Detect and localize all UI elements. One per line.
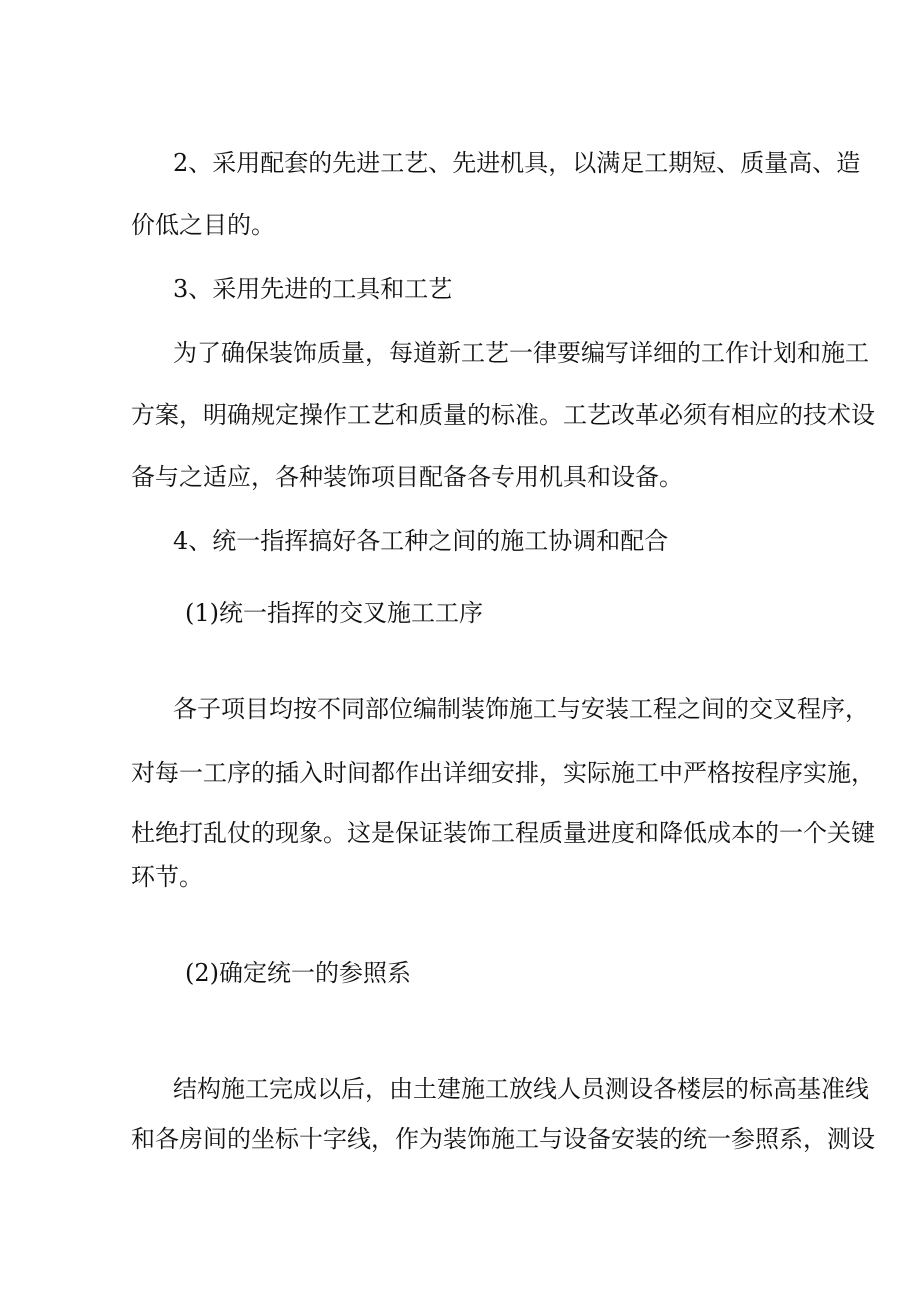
paragraph-line: 结构施工完成以后，由土建施工放线人员测设各楼层的标高基准线 xyxy=(173,1075,869,1103)
section-heading: 3、采用先进的工具和工艺 xyxy=(173,275,453,303)
paragraph-line: 2、采用配套的先进工艺、先进机具，以满足工期短、质量高、造 xyxy=(173,149,861,177)
paragraph-line: 和各房间的坐标十字线，作为装饰施工与设备安装的统一参照系，测设 xyxy=(131,1125,875,1153)
paragraph-line: 为了确保装饰质量，每道新工艺一律要编写详细的工作计划和施工 xyxy=(173,339,869,367)
subsection-heading: (1)统一指挥的交叉施工工序 xyxy=(185,599,483,627)
paragraph-line: 方案，明确规定操作工艺和质量的标准。工艺改革必须有相应的技术设 xyxy=(131,401,875,429)
section-heading: 4、统一指挥搞好各工种之间的施工协调和配合 xyxy=(173,527,669,555)
paragraph-line: 对每一工序的插入时间都作出详细安排，实际施工中严格按程序实施， xyxy=(131,759,875,787)
paragraph-line: 杜绝打乱仗的现象。这是保证装饰工程质量进度和降低成本的一个关键 xyxy=(131,819,875,847)
subsection-heading: (2)确定统一的参照系 xyxy=(185,959,411,987)
paragraph-line: 各子项目均按不同部位编制装饰施工与安装工程之间的交叉程序， xyxy=(173,695,869,723)
paragraph-line: 价低之目的。 xyxy=(131,211,275,239)
paragraph-line: 备与之适应，各种装饰项目配备各专用机具和设备。 xyxy=(131,463,683,491)
paragraph-line: 环节。 xyxy=(131,863,203,891)
